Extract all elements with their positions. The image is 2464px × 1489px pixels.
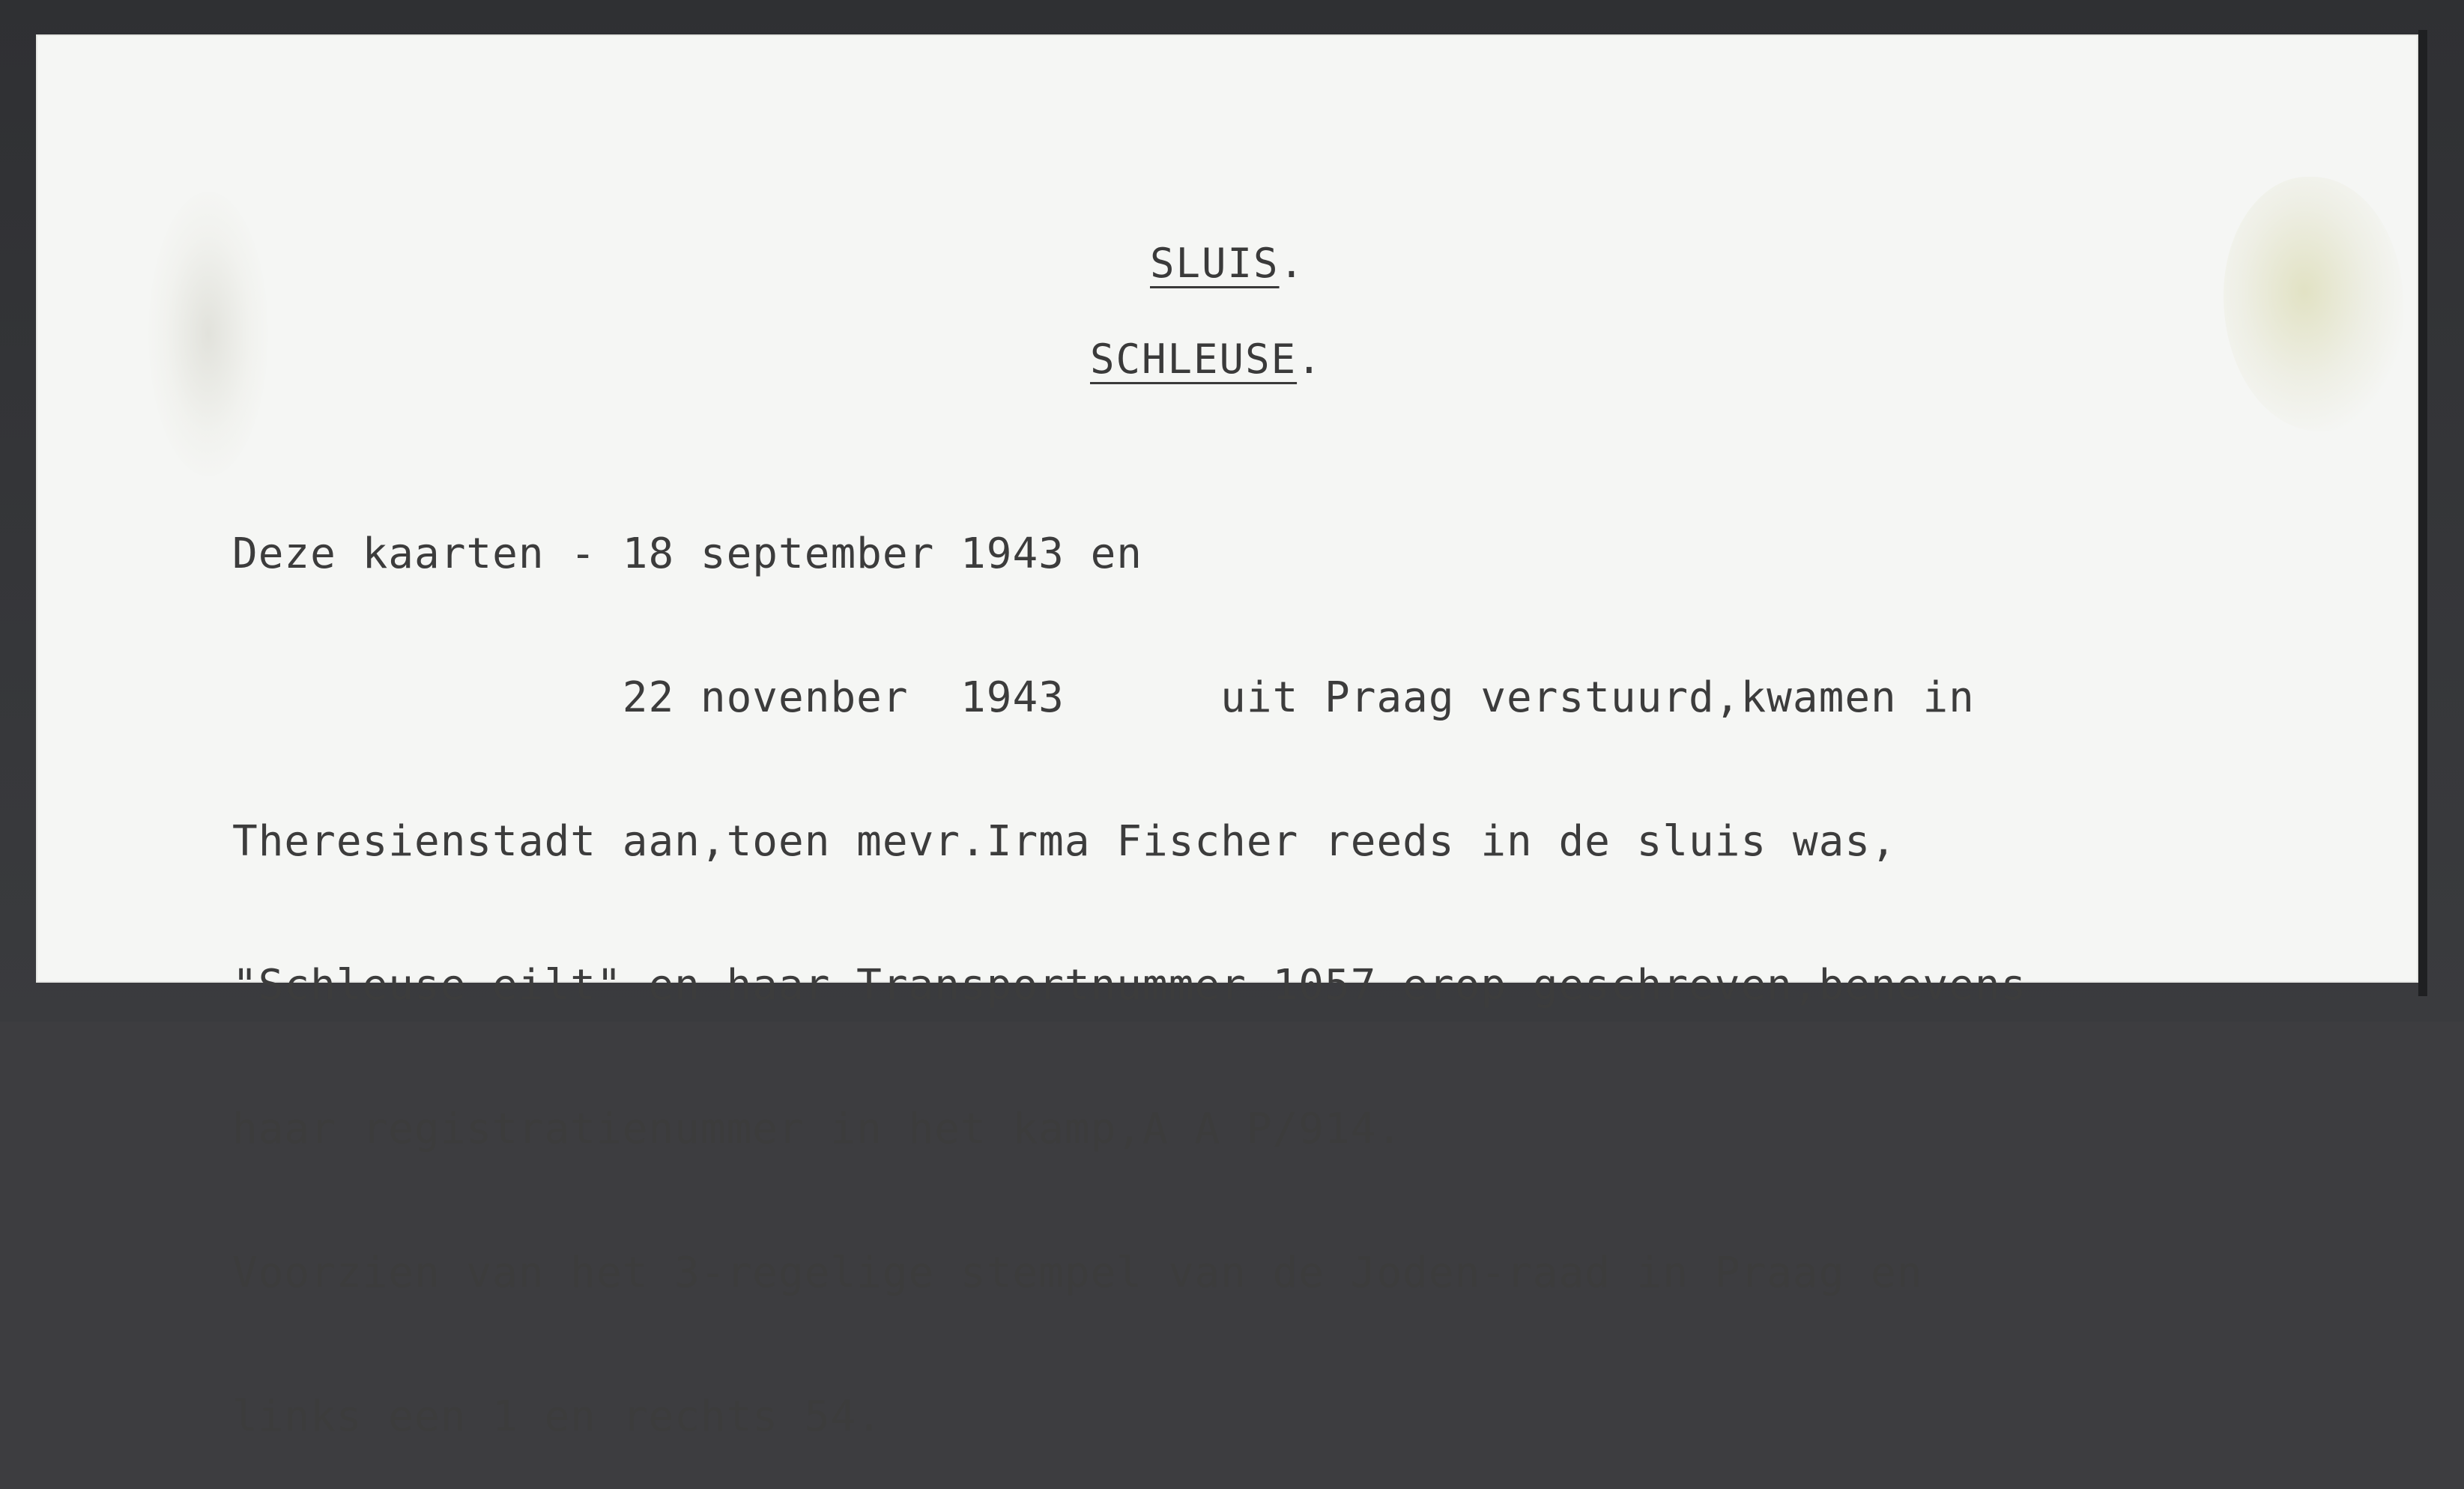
- text-line-1: Deze kaarten - 18 september 1943 en: [232, 530, 1143, 578]
- text-line-6: Voorzien van het 3-regelige stempel van de Joden-raad in Praag en: [232, 1249, 1923, 1297]
- text-line-2: 22 novenber 1943 uit Praag verstuurd,kwamen in: [232, 673, 1975, 722]
- heading-sluis-text: SLUIS: [1150, 240, 1280, 287]
- paper-stain-left: [148, 192, 268, 476]
- text-line-3: Theresienstadt aan,toen mevr.Irma Fischer reeds in de sluis was,: [232, 817, 1897, 866]
- heading-schleuse-text: SCHLEUSE: [1090, 336, 1298, 383]
- heading-schleuse: [1090, 336, 1323, 383]
- heading-sluis: [1150, 240, 1305, 287]
- text-line-7: links een 1 en rechts 54.: [232, 1392, 883, 1441]
- text-line-5: haar registratienummer in het kamp,A A P/914.: [232, 1105, 1403, 1153]
- heading-schleuse-period: .: [1297, 336, 1323, 383]
- typed-paragraph: [232, 434, 2026, 1489]
- page-edge-shadow: [2418, 30, 2427, 996]
- text-line-4: "Schleuse eilt" en haar Transportnummer 1057 erop geschreven,benevens: [232, 961, 2027, 1010]
- heading-sluis-period: .: [1279, 240, 1306, 287]
- paper-stain-right: [2224, 177, 2403, 431]
